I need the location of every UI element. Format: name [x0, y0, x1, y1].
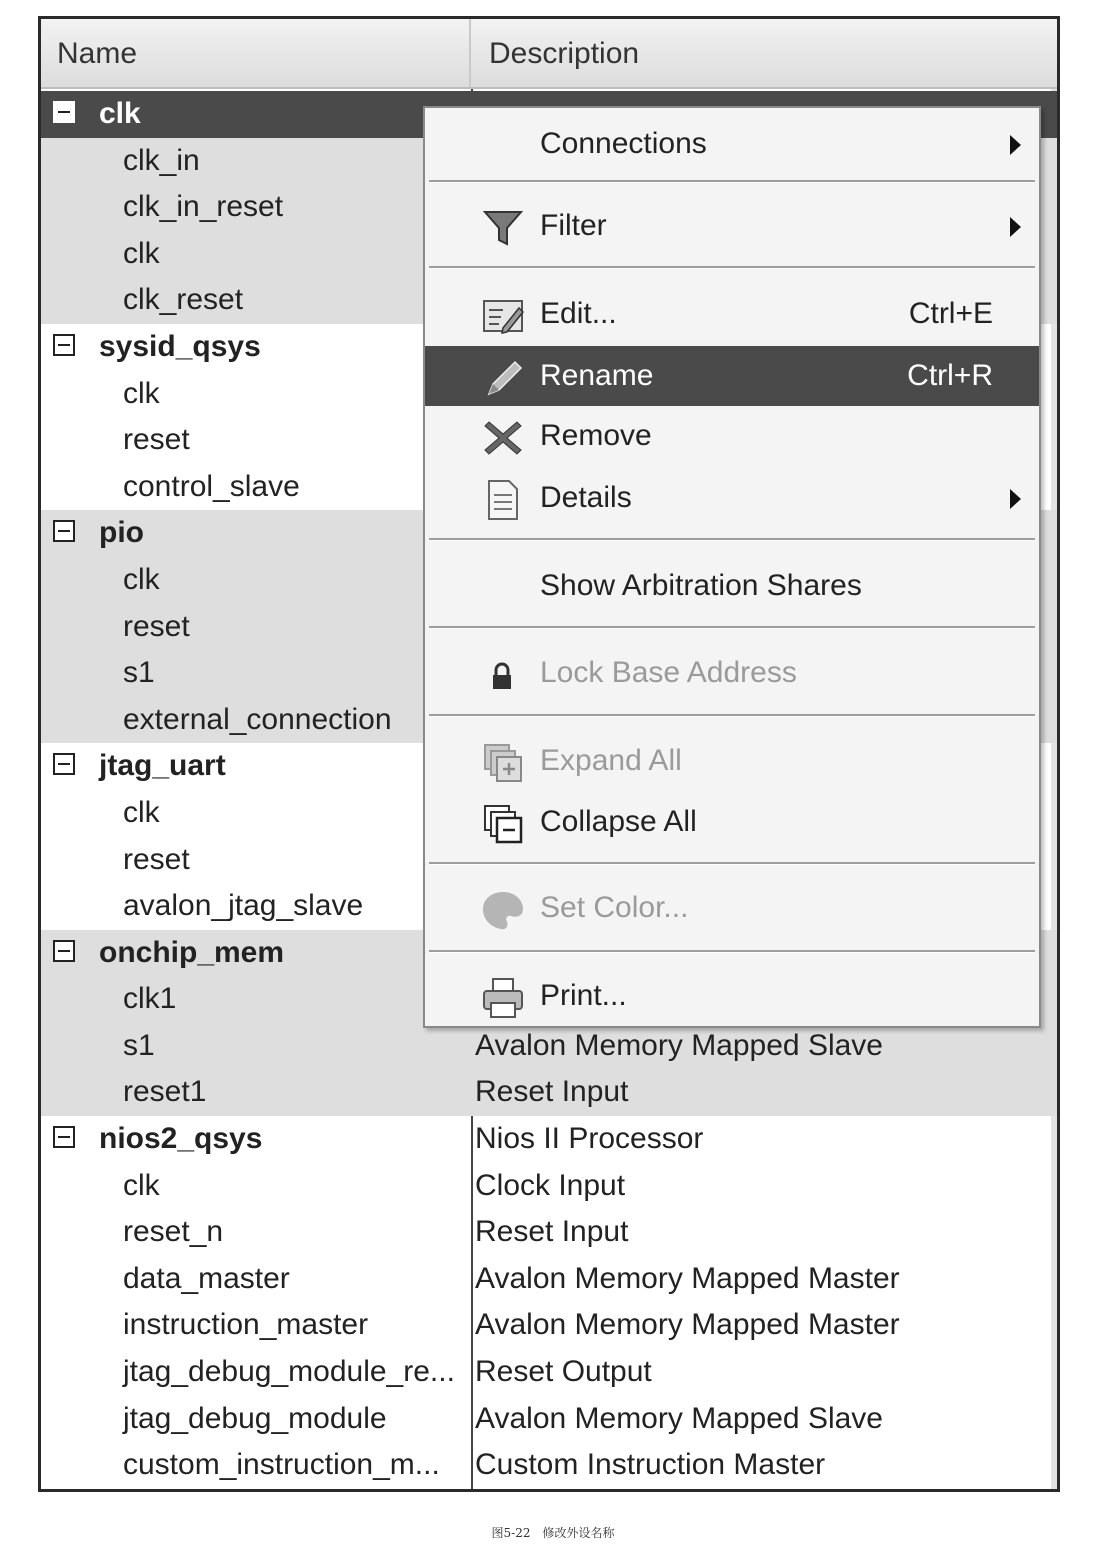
component-name: jtag_uart: [99, 749, 226, 783]
interface-name: reset_n: [123, 1215, 224, 1249]
menu-item-remove[interactable]: [425, 406, 1039, 466]
interface-name: clk_reset: [123, 283, 244, 317]
interface-name: instruction_master: [123, 1308, 369, 1342]
tree-child-row[interactable]: [41, 1396, 1057, 1443]
interface-name: clk_in_reset: [123, 190, 284, 224]
figure-caption: 图5-22 修改外设名称: [491, 1526, 615, 1540]
collapse-all-icon: [481, 802, 525, 846]
menu-item-label: Expand All: [540, 744, 682, 777]
interface-name: clk: [123, 236, 160, 270]
expand-all-icon: [481, 741, 525, 785]
interface-name: clk: [123, 1168, 160, 1202]
menu-separator: [429, 626, 1035, 629]
menu-item-label: Print...: [540, 979, 627, 1012]
menu-item-edit[interactable]: [425, 284, 1039, 344]
tree-child-row[interactable]: [41, 1069, 1057, 1116]
interface-name: control_slave: [123, 469, 300, 503]
submenu-arrow-icon: [1010, 217, 1021, 237]
interface-name: external_connection: [123, 702, 392, 736]
menu-separator: [429, 862, 1035, 865]
collapse-toggle-icon[interactable]: [53, 101, 75, 123]
palette-icon: [481, 888, 525, 932]
menu-item-label: Remove: [540, 419, 652, 452]
menu-item-details[interactable]: [425, 468, 1039, 528]
tree-child-row[interactable]: [41, 1209, 1057, 1256]
tree-child-row[interactable]: [41, 1302, 1057, 1349]
interface-name: clk1: [123, 982, 177, 1016]
interface-name: clk: [123, 795, 160, 829]
submenu-arrow-icon: [1010, 489, 1021, 509]
context-menu: [423, 106, 1041, 1028]
description-cell: Nios II Processor: [475, 1122, 704, 1156]
interface-name: clk: [123, 376, 160, 410]
interface-name: reset: [123, 609, 190, 643]
menu-separator: [429, 950, 1035, 953]
interface-name: data_master: [123, 1261, 290, 1295]
remove-x-icon: [481, 416, 525, 460]
interface-name: s1: [123, 656, 155, 690]
interface-name: jtag_debug_module_re...: [123, 1355, 455, 1389]
interface-name: custom_instruction_m...: [123, 1448, 440, 1482]
menu-item-label: Filter: [540, 209, 607, 242]
menu-item-filter[interactable]: [425, 196, 1039, 256]
menu-item-show-arbitration-shares[interactable]: [425, 556, 1039, 616]
funnel-icon: [481, 206, 525, 250]
edit-form-icon: [481, 294, 525, 338]
lock-icon: [481, 653, 525, 697]
description-cell: Reset Input: [475, 1215, 629, 1249]
submenu-arrow-icon: [1010, 135, 1021, 155]
menu-item-rename[interactable]: [425, 346, 1039, 406]
description-cell: Avalon Memory Mapped Master: [475, 1261, 900, 1295]
menu-item-lock-base-address[interactable]: [425, 643, 1039, 703]
table-header: [41, 19, 1057, 89]
menu-item-print[interactable]: [425, 966, 1039, 1026]
menu-item-expand-all[interactable]: [425, 731, 1039, 791]
column-header-description[interactable]: Description: [489, 37, 640, 70]
printer-icon: [481, 976, 525, 1020]
menu-item-label: Rename: [540, 359, 654, 392]
interface-name: reset: [123, 423, 190, 457]
menu-item-connections[interactable]: [425, 114, 1039, 174]
menu-item-label: Lock Base Address: [540, 656, 797, 689]
menu-item-label: Details: [540, 481, 632, 514]
description-cell: Custom Instruction Master: [475, 1448, 826, 1482]
column-header-name[interactable]: Name: [41, 19, 471, 87]
menu-separator: [429, 538, 1035, 541]
collapse-toggle-icon[interactable]: [53, 753, 75, 775]
menu-separator: [429, 180, 1035, 183]
shortcut-label: Ctrl+E: [908, 297, 993, 330]
interface-name: reset1: [123, 1075, 207, 1109]
description-cell: Avalon Memory Mapped Master: [475, 1308, 900, 1342]
tree-child-row[interactable]: [41, 1442, 1057, 1489]
menu-item-label: Show Arbitration Shares: [540, 569, 862, 602]
component-name: sysid_qsys: [99, 329, 261, 363]
collapse-toggle-icon[interactable]: [53, 334, 75, 356]
component-name: clk: [99, 97, 141, 130]
component-name: pio: [99, 516, 144, 550]
collapse-toggle-icon[interactable]: [53, 940, 75, 962]
menu-item-label: Collapse All: [540, 805, 697, 838]
interface-name: clk_in: [123, 143, 200, 177]
tree-child-row[interactable]: [41, 1023, 1057, 1070]
tree-child-row[interactable]: [41, 1256, 1057, 1303]
component-name: nios2_qsys: [99, 1122, 263, 1156]
collapse-toggle-icon[interactable]: [53, 1126, 75, 1148]
description-cell: Clock Input: [475, 1168, 626, 1202]
interface-name: clk: [123, 562, 160, 596]
pencil-icon: [481, 356, 525, 400]
description-cell: Avalon Memory Mapped Slave: [475, 1401, 883, 1435]
menu-separator: [429, 714, 1035, 717]
menu-item-label: Set Color...: [540, 891, 689, 924]
collapse-toggle-icon[interactable]: [53, 520, 75, 542]
menu-item-label: Connections: [540, 127, 707, 160]
interface-name: jtag_debug_module: [123, 1401, 387, 1435]
description-cell: Reset Output: [475, 1355, 652, 1389]
tree-group-row[interactable]: [41, 1116, 1057, 1163]
tree-child-row[interactable]: [41, 1349, 1057, 1396]
tree-child-row[interactable]: [41, 1163, 1057, 1210]
interface-name: s1: [123, 1028, 155, 1062]
menu-item-label: Edit...: [540, 297, 617, 330]
menu-separator: [429, 266, 1035, 269]
menu-item-set-color[interactable]: [425, 878, 1039, 938]
document-icon: [481, 478, 525, 522]
interface-name: avalon_jtag_slave: [123, 889, 364, 923]
description-cell: Reset Input: [475, 1075, 629, 1109]
shortcut-label: Ctrl+R: [907, 359, 993, 392]
menu-item-collapse-all[interactable]: [425, 792, 1039, 852]
interface-name: reset: [123, 842, 190, 876]
component-name: onchip_mem: [99, 935, 285, 969]
description-cell: Avalon Memory Mapped Slave: [475, 1028, 883, 1062]
